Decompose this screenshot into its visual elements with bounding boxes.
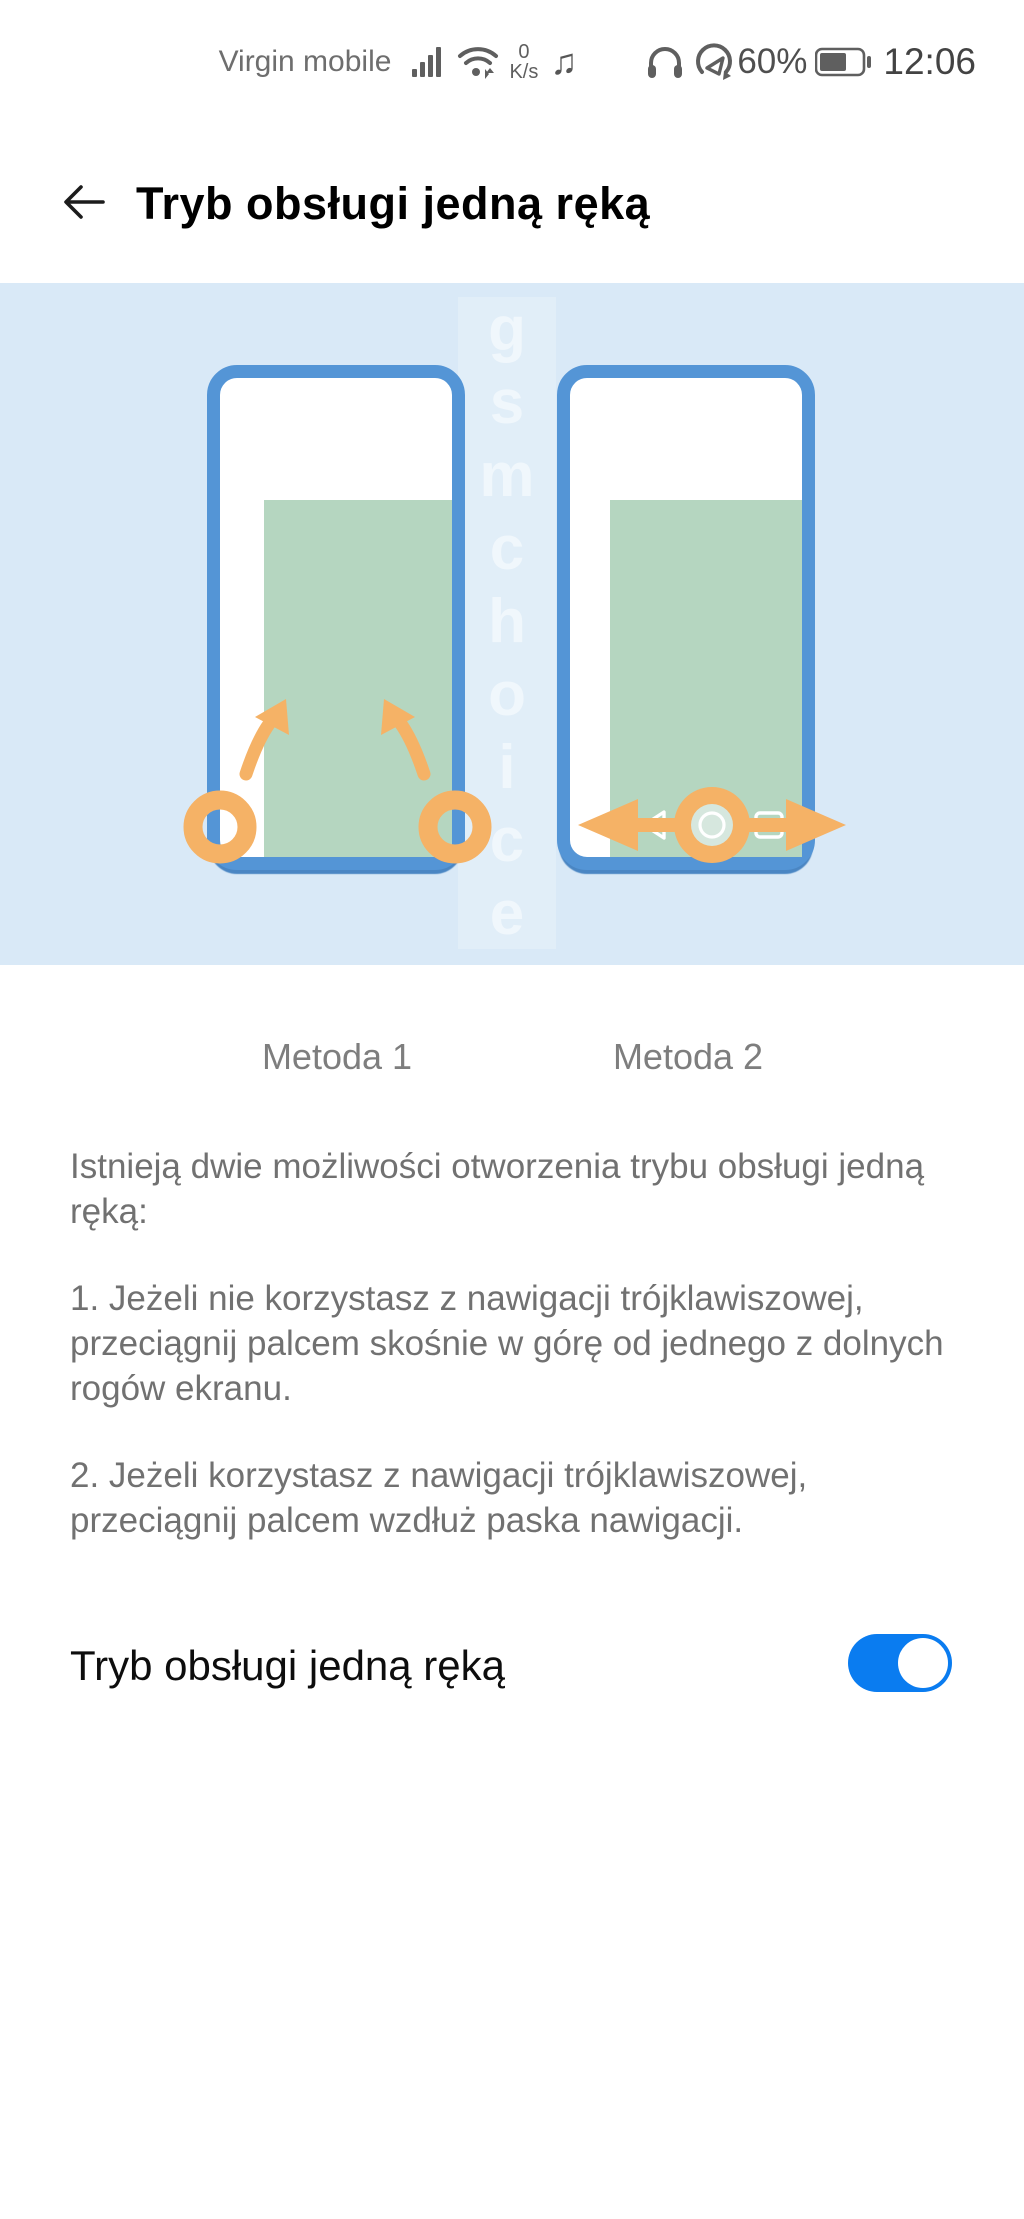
- one-hand-screen-area: [610, 500, 802, 857]
- watermark: [458, 294, 556, 952]
- speedometer-icon: [693, 42, 735, 82]
- description-text: [70, 1144, 970, 1585]
- status-bar: [0, 28, 1024, 96]
- illustration-banner: [0, 283, 1024, 965]
- headphones-icon: [645, 43, 685, 81]
- music-note-icon: ♫: [550, 41, 578, 82]
- method2-label: Metoda 2: [612, 1036, 764, 1077]
- one-hand-mode-toggle[interactable]: [848, 1634, 952, 1692]
- description-step1: 1. Jeżeli nie korzystasz z nawigacji trójklawiszowej, przeciągnij palcem skośnie w górę od jednego z dolnych rogów ekranu.: [70, 1279, 944, 1408]
- description-intro: Istnieją dwie możliwości otworzenia trybu obsługi jedną ręką:: [70, 1147, 925, 1231]
- back-button[interactable]: [54, 174, 114, 234]
- clock-label: 12:06: [883, 41, 976, 82]
- one-hand-mode-label: Tryb obsługi jedną ręką: [70, 1642, 506, 1689]
- one-hand-mode-setting-row: [0, 1620, 1024, 1710]
- signal-bars-icon: [411, 45, 447, 79]
- phone-illustration-method2: [557, 365, 815, 870]
- watermark-text: gsmchoice: [472, 294, 542, 952]
- description-step2: 2. Jeżeli korzystasz z nawigacji trójklawiszowej, przeciągnij palcem wzdłuż paska nawigacji.: [70, 1456, 808, 1540]
- battery-percent-label: 60%: [737, 42, 808, 81]
- wifi-icon: [457, 44, 501, 80]
- network-speed-value: 0: [518, 41, 530, 63]
- toggle-knob: [898, 1638, 948, 1688]
- network-speed: [509, 42, 538, 82]
- one-hand-screen-area: [264, 500, 452, 857]
- battery-icon: [815, 47, 873, 77]
- network-speed-unit: K/s: [509, 61, 539, 83]
- page-title: Tryb obsługi jedną ręką: [136, 178, 651, 229]
- phone-illustration-method1: [207, 365, 465, 870]
- header: [0, 158, 1024, 250]
- carrier-label: Virgin mobile: [218, 45, 392, 78]
- arrow-left-icon: [61, 182, 107, 227]
- method1-label: Metoda 1: [261, 1036, 413, 1077]
